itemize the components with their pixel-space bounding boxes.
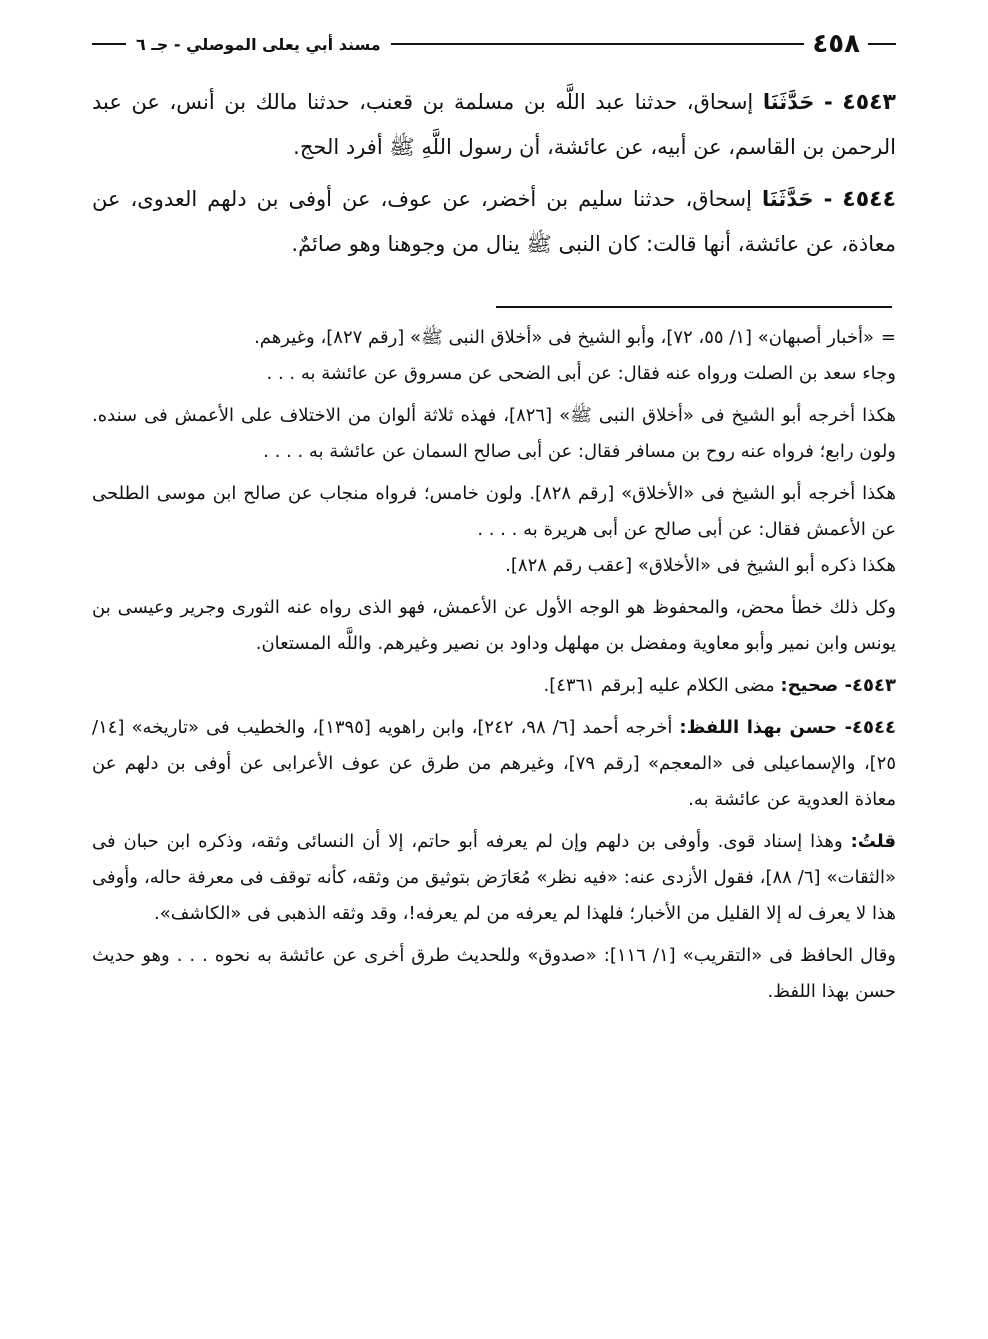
footnote-separator — [496, 306, 892, 308]
page-header — [92, 26, 896, 62]
hadith-text: إسحاق، حدثنا سليم بن أخضر، عن عوف، عن أوفى بن دلهم العدوى، عن معاذة، عن عائشة، أنها قالت: كان النبى ﷺ ينال من وجوهنا وهو صائمٌ. — [92, 187, 896, 256]
main-text — [92, 80, 896, 274]
footnote-paragraph: هكذا أخرجه أبو الشيخ فى «أخلاق النبى ﷺ» [٨٢٦]، فهذه ثلاثة ألوان من الاختلاف على الأعمش فى سنده. ولون رابع؛ فرواه عنه روح بن مسافر فقال: عن أبى صالح السمان عن عائشة به . . . . — [92, 405, 896, 462]
footnote-text: وهذا إسناد قوى. وأوفى بن دلهم وإن لم يعرفه أبو حاتم، إلا أن النسائى وثقه، وذكره ابن حبان فى «الثقات» [٦/ ٨٨]، فقول الأزدى عنه: «فيه نظر» مُعَارَض بتوثيق من وثقه، كأنه توقف فى معرفة حاله، وأوفى هذا لا يعرف له إلا القليل من الأخبار؛ فلهذا لم يعرفه من لم يعرفه!، وقد وثقه الذهبى فى «الكاشف». — [92, 831, 896, 924]
footnote-paragraph: هكذا ذكره أبو الشيخ فى «الأخلاق» [عقب رقم ٨٢٨]. — [505, 555, 896, 576]
footnote-paragraph: وكل ذلك خطأ محض، والمحفوظ هو الوجه الأول عن الأعمش، فهو الذى رواه عنه الثورى وجرير وعيسى بن يونس وابن نمير وأبو معاوية ومفضل بن مهلهل وداود بن نصير وغيرهم. واللَّه المستعان. — [92, 597, 896, 654]
footnote-label: قلتُ: — [850, 831, 896, 852]
footnote-continuation — [92, 320, 896, 356]
footnote-text: أخرجه أحمد [٦/ ٩٨، ٢٤٢]، وابن راهويه [١٣٩٥]، والخطيب فى «تاريخه» [١٤/ ٢٥]، والإسماعيلى فى «المعجم» [رقم ٧٩]، وغيرهم من طرق عن عوف الأعرابى عن أوفى بن دلهم عن معاذة العدوية عن عائشة به. — [92, 717, 896, 810]
footnotes — [92, 320, 896, 1016]
header-rule — [391, 43, 805, 45]
hadith-4544: ٤٥٤٤ - حَدَّثَنَا إسحاق، حدثنا سليم بن أخضر، عن عوف، عن أوفى بن دلهم العدوى، عن معاذة، عن عائشة، أنها قالت: كان النبى ﷺ ينال من وجوهنا وهو صائمٌ. — [92, 187, 896, 256]
hadith-lead: حَدَّثَنَا — [761, 187, 814, 211]
footnote-paragraph: وقال الحافظ فى «التقريب» [١/ ١١٦]: «صدوق» وللحديث طرق أخرى عن عائشة به نحوه . . . وهو حديث حسن بهذا اللفظ. — [92, 945, 896, 1002]
footnote-text: مضى الكلام عليه [برقم ٤٣٦١]. — [543, 675, 775, 696]
footnote-paragraph: هكذا أخرجه أبو الشيخ فى «الأخلاق» [رقم ٨٢٨]. ولون خامس؛ فرواه منجاب عن صالح ابن موسى الطلحى عن الأعمش فقال: عن أبى صالح عن أبى هريرة به . . . . — [92, 483, 896, 540]
footnote-comment — [92, 824, 896, 932]
running-title: مسند أبي يعلى الموصلي - جـ ٦ — [136, 34, 381, 54]
footnote-4544 — [92, 710, 896, 818]
footnote-text: «أخبار أصبهان» [١/ ٥٥، ٧٢]، وأبو الشيخ فى «أخلاق النبى ﷺ» [رقم ٨٢٧]، وغيرهم. — [254, 327, 874, 348]
footnote-label: ٤٥٤٣- صحيح: — [780, 675, 896, 696]
header-rule — [92, 43, 126, 45]
footnote-4543 — [92, 668, 896, 704]
hadith-lead: حَدَّثَنَا — [762, 90, 815, 114]
page-number: ٤٥٨ — [812, 29, 860, 59]
hadith-4543: ٤٥٤٣ - حَدَّثَنَا إسحاق، حدثنا عبد اللَّه بن مسلمة بن قعنب، حدثنا مالك بن أنس، عن عبد الرحمن بن القاسم، عن أبيه، عن عائشة، أن رسول اللَّهِ ﷺ أفرد الحج. — [92, 90, 896, 159]
footnote-label: ٤٥٤٤- حسن بهذا اللفظ: — [679, 717, 896, 738]
continuation-marker: = — [880, 327, 896, 348]
hadith-text: إسحاق، حدثنا عبد اللَّه بن مسلمة بن قعنب، حدثنا مالك بن أنس، عن عبد الرحمن بن القاسم، عن أبيه، عن عائشة، أن رسول اللَّهِ ﷺ أفرد الحج. — [92, 90, 896, 159]
hadith-number: ٤٥٤٣ — [842, 90, 896, 115]
header-rule — [868, 43, 896, 45]
footnote-paragraph: وجاء سعد بن الصلت ورواه عنه فقال: عن أبى الضحى عن مسروق عن عائشة به . . . — [266, 363, 896, 384]
hadith-number: ٤٥٤٤ — [842, 187, 896, 212]
